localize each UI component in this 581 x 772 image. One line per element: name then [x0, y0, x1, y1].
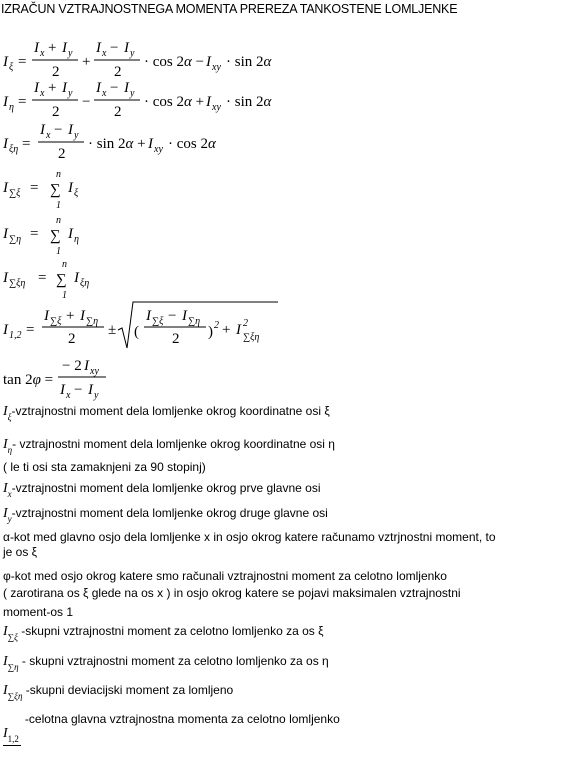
svg-text:I: I — [68, 180, 73, 196]
svg-text:I: I — [3, 226, 8, 242]
description-i-x: $I_x$-vztrajnostni moment dela lomljenke okrog prve glavne osi — [3, 481, 321, 499]
svg-text:−: − — [82, 94, 91, 110]
svg-text:ξη: ξη — [80, 278, 90, 289]
description-phi: φ-kot med osjo okrog katere smo računali vztrajnostni moment za celotno lomljenko — [3, 569, 447, 583]
svg-text:=: = — [30, 180, 39, 196]
svg-text:=: = — [30, 226, 39, 242]
description-i-eta: $I_\eta-$ vztrajnostni moment dela lomljenke okrog koordinatne osi η — [3, 437, 335, 455]
svg-text:∑η: ∑η — [86, 316, 99, 327]
svg-text:−: − — [110, 40, 119, 56]
svg-text:ξ: ξ — [74, 188, 79, 199]
svg-text:I: I — [3, 270, 8, 286]
description-phi-cont2: moment-os 1 — [3, 605, 74, 619]
svg-text:I: I — [40, 122, 45, 138]
svg-text:∑ξ: ∑ξ — [152, 316, 164, 327]
svg-text:∑: ∑ — [56, 272, 67, 288]
svg-text:=: = — [38, 270, 47, 286]
svg-text:· cos 2α: · cos 2α — [168, 136, 216, 152]
formula-tan-phi — [3, 358, 106, 401]
svg-text:ξη: ξη — [9, 144, 19, 155]
svg-text:I: I — [60, 382, 65, 398]
svg-text:y: y — [68, 48, 73, 59]
formula-i-sum-eta — [2, 215, 79, 257]
svg-text:2: 2 — [58, 146, 66, 162]
svg-text:I: I — [68, 122, 73, 138]
svg-text:+: + — [48, 40, 57, 56]
svg-text:−: − — [110, 80, 119, 96]
svg-text:η: η — [9, 102, 14, 113]
symbol-i-xi: $I_\xi$ — [3, 404, 12, 422]
symbol-i-sum-xi: $I_{\sum\xi}$ — [3, 624, 18, 642]
svg-text:I: I — [3, 54, 8, 70]
description-i-xi: $I_\xi$-vztrajnostni moment dela lomljenke okrog koordinatne osi ξ — [3, 404, 330, 422]
svg-text:∑: ∑ — [50, 228, 61, 244]
svg-text:x: x — [102, 88, 107, 99]
svg-text:x: x — [46, 130, 51, 141]
description-i-sum-eta: $I_{\sum\eta}$ - skupni vztrajnostni moment za celotno lomljenko za os η — [3, 654, 329, 672]
svg-text:∑ξη: ∑ξη — [243, 332, 260, 343]
formula-i-sum-xieta — [2, 259, 89, 301]
svg-text:2: 2 — [214, 320, 219, 331]
svg-text:I: I — [34, 80, 39, 96]
svg-text:∑: ∑ — [50, 182, 61, 198]
formula-i-12 — [2, 302, 278, 348]
svg-text:∑η: ∑η — [188, 316, 201, 327]
svg-text:y: y — [94, 390, 99, 401]
symbol-i-x: $I_x$ — [3, 481, 12, 499]
svg-text:I: I — [182, 308, 187, 324]
svg-text:I: I — [96, 40, 101, 56]
svg-text:I: I — [206, 94, 211, 110]
svg-text:2: 2 — [243, 318, 248, 329]
svg-text:· cos 2α +: · cos 2α + — [144, 94, 205, 110]
svg-text:∑η: ∑η — [9, 234, 22, 245]
svg-text:xy: xy — [90, 366, 99, 377]
symbol-i-12: $I_{1,2}$ — [3, 726, 19, 744]
svg-text:∑ξ: ∑ξ — [9, 188, 21, 199]
svg-text:I: I — [3, 322, 8, 338]
svg-text:I: I — [206, 54, 211, 70]
svg-text:I: I — [62, 80, 67, 96]
svg-text:I: I — [124, 80, 129, 96]
svg-text:I: I — [62, 40, 67, 56]
description-i-sum-xieta: $I_{\sum\xi\eta}$ -skupni deviacijski moment za lomljeno — [3, 683, 234, 701]
document-title: IZRAČUN VZTRAJNOSTNEGA MOMENTA PREREZA TANKOSTENE LOMLJENKE — [1, 2, 458, 16]
svg-text:I: I — [44, 308, 49, 324]
svg-text:xy: xy — [212, 102, 221, 113]
svg-text:I: I — [148, 136, 153, 152]
svg-text:=: = — [18, 54, 27, 70]
svg-text:− 2: − 2 — [62, 358, 82, 374]
formula-i-xi — [2, 40, 273, 80]
svg-text:1: 1 — [56, 246, 61, 257]
formula-i-sum-xi — [2, 169, 79, 211]
svg-text:tan 2φ =: tan 2φ = — [3, 372, 54, 388]
description-phi-cont: ( zarotirana os ξ glede na os x ) in osjo okrog katere se pojavi maksimalen vztrajnostni — [3, 586, 461, 600]
svg-text:I: I — [68, 226, 73, 242]
svg-text:n: n — [56, 169, 61, 180]
svg-text:I: I — [34, 40, 39, 56]
description-axes-note: ( le ti osi sta zamaknjeni za 90 stopinj) — [3, 460, 206, 474]
svg-text:x: x — [102, 48, 107, 59]
svg-text:xy: xy — [154, 144, 163, 155]
svg-text:I: I — [74, 270, 79, 286]
svg-text:· sin 2α: · sin 2α — [226, 54, 272, 70]
svg-text:· sin 2α: · sin 2α — [226, 94, 272, 110]
svg-text:xy: xy — [212, 62, 221, 73]
svg-text:+: + — [48, 80, 57, 96]
symbol-i-eta: $I_\eta$ — [3, 437, 13, 455]
svg-text:−: − — [74, 382, 83, 398]
formula-i-xieta — [2, 122, 217, 162]
svg-text:I: I — [84, 358, 89, 374]
svg-text:±: ± — [108, 322, 117, 338]
svg-text:−: − — [54, 122, 63, 138]
svg-text:(: ( — [134, 324, 139, 340]
formula-block — [0, 30, 581, 410]
svg-text:=: = — [26, 322, 35, 338]
underline-divider — [3, 745, 21, 746]
svg-text:2: 2 — [172, 331, 180, 347]
svg-text:∑ξη: ∑ξη — [9, 278, 26, 289]
symbol-i-y: $I_y$ — [3, 506, 12, 524]
svg-text:x: x — [66, 390, 71, 401]
svg-text:+: + — [82, 54, 91, 70]
svg-text:I: I — [80, 308, 85, 324]
description-i-12: $I_{1,2}$-celotna glavna vztrajnostna momenta za celotno lomljenko — [3, 712, 340, 744]
svg-text:1,2: 1,2 — [9, 330, 22, 341]
svg-text:I: I — [146, 308, 151, 324]
svg-text:x: x — [40, 88, 45, 99]
svg-text:+: + — [222, 322, 231, 338]
svg-text:+: + — [66, 308, 75, 324]
svg-text:): ) — [208, 324, 213, 340]
svg-text:∑ξ: ∑ξ — [50, 316, 62, 327]
svg-text:1: 1 — [56, 200, 61, 211]
svg-text:n: n — [56, 215, 61, 226]
svg-text:y: y — [130, 88, 135, 99]
description-alpha-cont: je os ξ — [3, 545, 38, 559]
svg-text:2: 2 — [114, 64, 122, 80]
svg-text:y: y — [68, 88, 73, 99]
svg-text:1: 1 — [62, 290, 67, 301]
svg-text:2: 2 — [52, 104, 60, 120]
svg-text:y: y — [74, 130, 79, 141]
svg-text:I: I — [88, 382, 93, 398]
svg-text:2: 2 — [68, 331, 76, 347]
svg-text:η: η — [74, 234, 79, 245]
svg-text:· sin 2α +: · sin 2α + — [88, 136, 146, 152]
svg-text:I: I — [3, 94, 8, 110]
svg-text:ξ: ξ — [9, 62, 14, 73]
svg-text:=: = — [18, 94, 27, 110]
svg-text:I: I — [124, 40, 129, 56]
svg-text:n: n — [62, 259, 67, 270]
svg-text:I: I — [3, 136, 8, 152]
svg-text:x: x — [40, 48, 45, 59]
svg-text:I: I — [3, 180, 8, 196]
description-i-y: $I_y$-vztrajnostni moment dela lomljenke okrog druge glavne osi — [3, 506, 328, 524]
svg-text:=: = — [22, 136, 31, 152]
description-alpha: α-kot med glavno osjo dela lomljenke x in osjo okrog katere računamo vztrjnostni moment, to — [3, 530, 496, 544]
svg-text:y: y — [130, 48, 135, 59]
formula-i-eta — [2, 80, 273, 120]
svg-text:I: I — [96, 80, 101, 96]
svg-text:I: I — [236, 322, 241, 338]
svg-text:· cos 2α −: · cos 2α − — [144, 54, 205, 70]
svg-text:−: − — [168, 308, 177, 324]
description-i-sum-xi: $I_{\sum\xi}$ -skupni vztrajnostni moment za celotno lomljenko za os ξ — [3, 624, 324, 642]
svg-text:2: 2 — [52, 64, 60, 80]
symbol-i-sum-xieta: $I_{\sum\xi\eta}$ — [3, 683, 23, 701]
svg-text:2: 2 — [114, 104, 122, 120]
symbol-i-sum-eta: $I_{\sum\eta}$ — [3, 654, 19, 672]
